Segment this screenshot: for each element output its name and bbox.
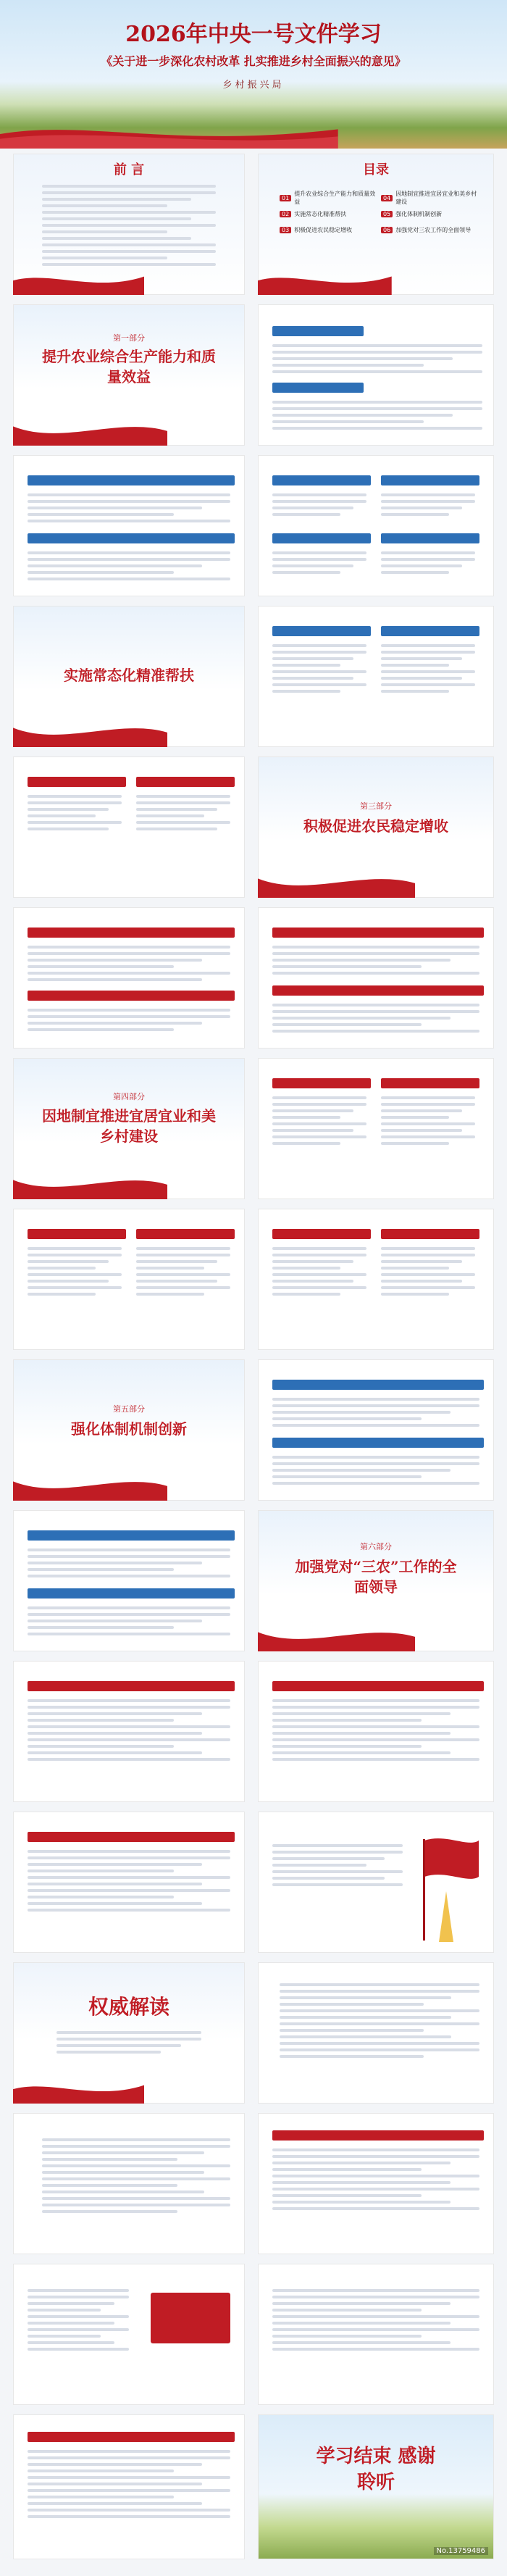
part3-wave: [258, 869, 415, 898]
row-part3: [0, 756, 507, 901]
content-heading: [136, 777, 235, 787]
content-text: [272, 1243, 366, 1299]
quote-slide: [258, 1812, 494, 1953]
content-heading: [28, 1229, 126, 1239]
content-heading: [272, 475, 371, 485]
row-part4: [0, 1058, 507, 1203]
row-preface-toc: [0, 154, 507, 299]
content-slide: [258, 907, 494, 1049]
row-interpret: [0, 1962, 507, 2107]
row-9: [0, 1209, 507, 1354]
content-text: [28, 490, 230, 526]
toc-item[interactable]: 03 积极促进农民稳定增收: [280, 222, 381, 238]
content-slide: [13, 2414, 245, 2559]
part3-slide: [258, 756, 494, 898]
part6-slide: [258, 1510, 494, 1651]
quote-text: [272, 1841, 403, 1890]
content-text: [28, 1005, 230, 1035]
content-text: [42, 2135, 230, 2217]
part2-slide: [13, 606, 245, 747]
content-slide: [258, 2113, 494, 2254]
toc-list: [280, 190, 482, 238]
content-text: [381, 490, 475, 520]
content-heading: [381, 626, 479, 636]
content-heading: [272, 1229, 371, 1239]
toc-wave: [258, 270, 392, 295]
part2-wave: [13, 718, 167, 747]
row-ending: [0, 2414, 507, 2567]
content-heading: [28, 1588, 235, 1598]
content-text: [381, 1243, 475, 1299]
content-slide: [258, 606, 494, 747]
content-slide: [13, 1812, 245, 1953]
row-4: [0, 455, 507, 600]
content-slide: [258, 1359, 494, 1501]
content-slide: [13, 1510, 245, 1651]
part1-title: 提升农业综合生产能力和质量效益: [42, 348, 216, 385]
content-text: [272, 2285, 479, 2354]
preface-text: [42, 181, 216, 270]
content-text: [272, 1000, 479, 1036]
content-text: [28, 2285, 129, 2354]
cover-title: 2026年中央一号文件学习: [125, 22, 382, 47]
toc-item[interactable]: 02 实施常态化精准帮扶: [280, 206, 381, 222]
content-heading: [272, 383, 364, 393]
content-text: [136, 1243, 230, 1299]
content-text: [381, 548, 475, 578]
content-text: [28, 942, 230, 985]
preface-slide: [13, 154, 245, 295]
cover-org: 乡村振兴局: [222, 80, 285, 91]
ending-title: 学习结束 感谢聆听: [316, 2446, 436, 2493]
row-7: [0, 907, 507, 1052]
content-slide: [13, 1209, 245, 1350]
content-text: [272, 548, 366, 578]
part4-title: 因地制宜推进宜居宜业和美乡村建设: [42, 1107, 216, 1145]
interpret-text: [56, 2027, 201, 2057]
content-text: [28, 1696, 230, 1764]
content-text: [28, 1243, 122, 1299]
interpret-wave: [13, 2079, 144, 2104]
content-heading: [272, 2130, 484, 2141]
content-heading: [381, 1229, 479, 1239]
content-text: [28, 1603, 230, 1639]
preface-title: 前 言: [113, 162, 145, 178]
row-16: [0, 2264, 507, 2409]
content-text: [28, 2446, 230, 2522]
content-heading: [381, 475, 479, 485]
content-text: [272, 942, 479, 978]
part1-label: 第一部分: [113, 333, 145, 343]
cover-subtitle: 《关于进一步深化农村改革 扎实推进乡村全面振兴的意见》: [101, 54, 406, 68]
content-heading: [28, 533, 235, 543]
row-part5: [0, 1359, 507, 1504]
toc-item[interactable]: 04 因地制宜推进宜居宜业和美乡村建设: [381, 190, 482, 206]
content-slide: [13, 455, 245, 596]
content-text: [272, 1452, 479, 1488]
content-heading: [272, 533, 371, 543]
content-heading: [381, 1078, 479, 1088]
part1-slide: [13, 304, 245, 446]
part4-slide: [13, 1058, 245, 1199]
content-text: [280, 1980, 479, 2062]
content-text: [272, 2145, 479, 2214]
content-heading: [136, 1229, 235, 1239]
content-slide: [13, 2113, 245, 2254]
content-text: [28, 1545, 230, 1581]
content-heading: [28, 928, 235, 938]
content-heading: [272, 1438, 484, 1448]
content-heading: [28, 2432, 235, 2442]
content-slide: [258, 455, 494, 596]
part3-title: 积极促进农民稳定增收: [303, 817, 448, 835]
content-heading: [272, 326, 364, 336]
content-heading: [272, 1078, 371, 1088]
content-text: [381, 1093, 475, 1149]
content-heading: [272, 626, 371, 636]
toc-item[interactable]: 06 加强党对三农工作的全面领导: [381, 222, 482, 238]
content-heading: [28, 1832, 235, 1842]
content-heading: [28, 777, 126, 787]
content-heading: [28, 991, 235, 1001]
watermark: No.13759486: [434, 2547, 489, 2555]
content-slide: [258, 1661, 494, 1802]
toc-slide: [258, 154, 494, 295]
content-heading: [381, 533, 479, 543]
cover-red-wave: [0, 120, 338, 149]
part5-wave: [13, 1472, 167, 1501]
row-12: [0, 1661, 507, 1806]
content-text: [136, 791, 230, 834]
content-heading: [28, 1681, 235, 1691]
content-text: [272, 1696, 479, 1764]
row-15: [0, 2113, 507, 2258]
preface-wave: [13, 270, 144, 295]
content-text: [28, 548, 230, 584]
content-text: [272, 1093, 366, 1149]
content-slide: [13, 2264, 245, 2405]
interpret-slide: [13, 1962, 245, 2104]
part3-label: 第三部分: [360, 801, 392, 811]
content-slide: [258, 1962, 494, 2104]
part6-wave: [258, 1622, 415, 1651]
content-slide: [13, 756, 245, 898]
content-slide: [258, 1058, 494, 1199]
content-text: [272, 641, 366, 696]
interpret-title: 权威解读: [88, 1995, 169, 2019]
part5-label: 第五部分: [113, 1404, 145, 1414]
part6-title: 加强党对“三农”工作的全面领导: [295, 1558, 457, 1596]
content-slide: [258, 1209, 494, 1350]
content-slide: [258, 2264, 494, 2405]
row-part1: [0, 304, 507, 449]
ending-slide: [258, 2414, 494, 2559]
red-panel: [151, 2293, 230, 2343]
content-text: [272, 490, 366, 520]
content-text: [272, 341, 482, 377]
content-heading: [272, 1380, 484, 1390]
toc-title: 目录: [363, 162, 389, 178]
part2-title: 实施常态化精准帮扶: [64, 667, 194, 684]
content-text: [28, 791, 122, 834]
cover-slide: [0, 0, 507, 149]
row-13: [0, 1812, 507, 1956]
flag-statue-icon: [417, 1833, 482, 1942]
part5-slide: [13, 1359, 245, 1501]
content-text: [28, 1846, 230, 1915]
content-text: [272, 397, 482, 433]
part5-title: 强化体制机制创新: [71, 1420, 187, 1438]
row-part6: [0, 1510, 507, 1655]
content-heading: [28, 475, 235, 485]
toc-item[interactable]: 01 提升农业综合生产能力和质量效益: [280, 190, 381, 206]
content-slide: [13, 1661, 245, 1802]
content-heading: [28, 1530, 235, 1541]
part1-wave: [13, 417, 167, 446]
part6-label: 第六部分: [360, 1542, 392, 1551]
row-part2: [0, 606, 507, 751]
content-text: [381, 641, 475, 696]
part1-content-slide: [258, 304, 494, 446]
content-heading: [272, 985, 484, 996]
content-heading: [272, 1681, 484, 1691]
part4-label: 第四部分: [113, 1092, 145, 1101]
part4-wave: [13, 1170, 167, 1199]
content-text: [272, 1394, 479, 1430]
content-heading: [272, 928, 484, 938]
content-slide: [13, 907, 245, 1049]
toc-item[interactable]: 05 强化体制机制创新: [381, 206, 482, 222]
